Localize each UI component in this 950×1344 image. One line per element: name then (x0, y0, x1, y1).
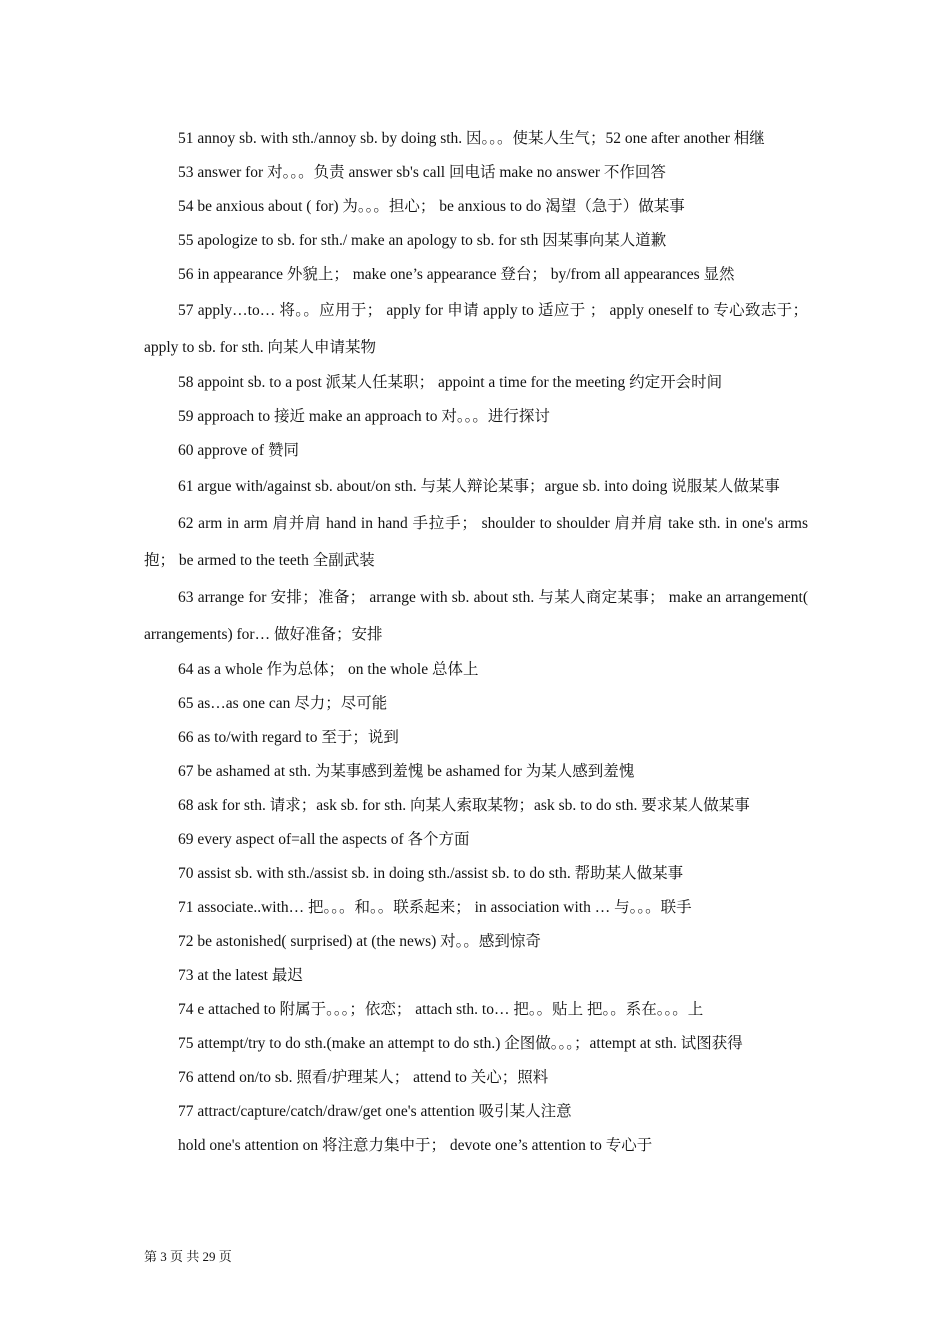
entry-64: 64 as a whole 作为总体； on the whole 总体上 (178, 661, 479, 678)
entry-67: 67 be ashamed at sth. 为某事感到羞愧 be ashamed for 为某人感到羞愧 (178, 763, 635, 780)
entry-54: 54 be anxious about ( for) 为。。。担心； be anxious to do 渴望（急于）做某事 (178, 198, 685, 215)
entry-59: 59 approach to 接近 make an approach to 对。。。进行探讨 (178, 408, 550, 425)
entry-75: 75 attempt/try to do sth.(make an attempt to do sth.) 企图做。。。；attempt at sth. 试图获得 (178, 1035, 743, 1052)
entry-51-52: 51 annoy sb. with sth./annoy sb. by doing sth. 因。。。使某人生气；52 one after another 相继 (178, 130, 765, 147)
entry-76: 76 attend on/to sb. 照看/护理某人； attend to 关心；照料 (178, 1069, 549, 1086)
entry-65: 65 as…as one can 尽力；尽可能 (178, 695, 388, 712)
entry-56: 56 in appearance 外貌上； make one’s appearance 登台； by/from all appearances 显然 (178, 266, 735, 283)
entry-61: 61 argue with/against sb. about/on sth. 与某人辩论某事；argue sb. into doing 说服某人做某事 (178, 478, 780, 495)
entry-70: 70 assist sb. with sth./assist sb. in doing sth./assist sb. to do sth. 帮助某人做某事 (178, 865, 684, 882)
entry-68: 68 ask for sth. 请求；ask sb. for sth. 向某人索取某物；ask sb. to do sth. 要求某人做某事 (178, 797, 750, 814)
entry-55: 55 apologize to sb. for sth./ make an apology to sb. for sth 因某事向某人道歉 (178, 232, 667, 249)
entry-74: 74 e attached to 附属于。。。；依恋； attach sth. to… 把。。贴上 把。。系在。。。上 (178, 1001, 704, 1018)
entry-53: 53 answer for 对。。。负责 answer sb's call 回电话 make no answer 不作回答 (178, 164, 666, 181)
entry-63: 63 arrange for 安排；准备； arrange with sb. about sth. 与某人商定某事； make an arrangement( arrangements) for… 做好准备；安排 (144, 589, 808, 643)
entry-60: 60 approve of 赞同 (178, 442, 299, 459)
entry-72: 72 be astonished( surprised) at (the news) 对。。感到惊奇 (178, 933, 541, 950)
entry-77: 77 attract/capture/catch/draw/get one's attention 吸引某人注意 (178, 1103, 572, 1120)
entry-73: 73 at the latest 最迟 (178, 967, 303, 984)
vocabulary-list (144, 122, 808, 1163)
entry-62: 62 arm in arm 肩并肩 hand in hand 手拉手； shoulder to shoulder 肩并肩 take sth. in one's arms 抱； be armed to the teeth 全副武装 (144, 515, 808, 569)
entry-57: 57 apply…to… 将。。应用于； apply for 申请 apply to 适应于 ； apply oneself to 专心致志于； apply to sb. for sth. 向某人申请某物 (144, 302, 808, 356)
page-number-footer: 第 3 页 共 29 页 (144, 1249, 232, 1264)
entry-66: 66 as to/with regard to 至于；说到 (178, 729, 399, 746)
entry-71: 71 associate..with… 把。。。和。。联系起来； in association with … 与。。。联手 (178, 899, 692, 916)
entry-58: 58 appoint sb. to a post 派某人任某职； appoint a time for the meeting 约定开会时间 (178, 374, 723, 391)
entry-69: 69 every aspect of=all the aspects of 各个方面 (178, 831, 470, 848)
entry-77-continued: hold one's attention on 将注意力集中于； devote one’s attention to 专心于 (178, 1137, 653, 1154)
